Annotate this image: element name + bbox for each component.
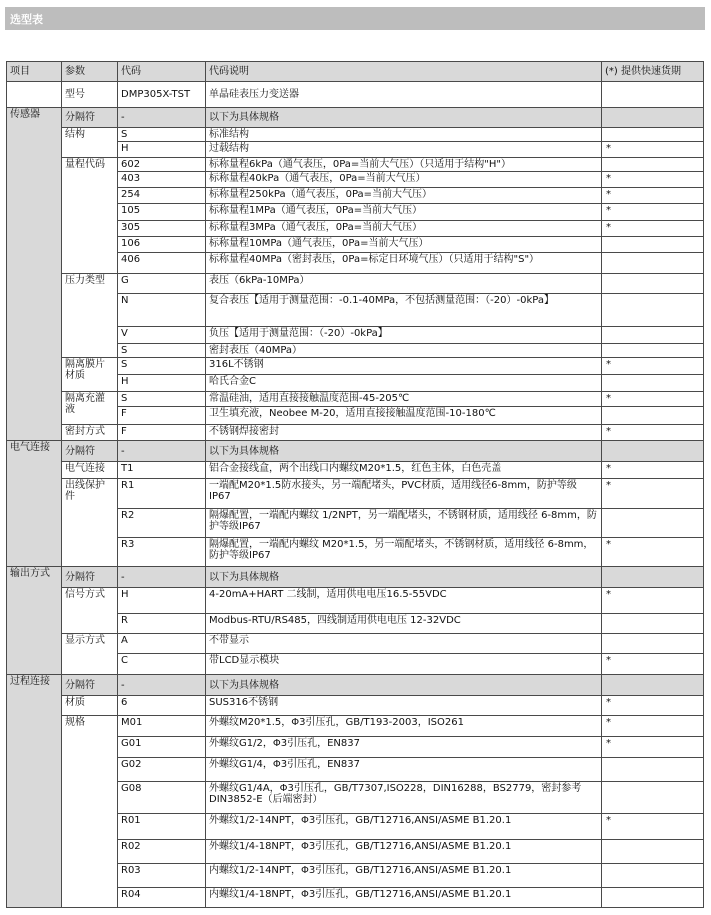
param-cell: 规格 [62,716,118,908]
section-item-label: 过程连接 [7,675,62,908]
code-cell: 106 [118,237,206,253]
code-cell: R01 [118,814,206,840]
desc-cell: 隔爆配置，一端配内螺纹 1/2NPT，另一端配堵头，不锈钢材质，适用线径 6-8mm，防护等级IP67 [206,509,602,538]
desc-cell: 表压（6kPa-10MPa） [206,274,602,294]
fast-delivery-mark [602,888,704,908]
header-item: 项目 [7,62,62,82]
desc-cell: 4-20mA+HART 二线制，适用供电电压16.5-55VDC [206,588,602,614]
code-cell: H [118,142,206,158]
desc-cell: 带LCD显示模块 [206,654,602,675]
fast-delivery-mark: * [602,142,704,158]
desc-cell: 标称量程40kPa（通气表压，0Pa=当前大气压） [206,172,602,188]
code-cell: S [118,344,206,358]
code-cell: S [118,358,206,375]
param-cell: 隔离充灌液 [62,392,118,425]
code-cell: N [118,294,206,327]
desc-cell: 常温硅油，适用直接接触温度范围-45-205℃ [206,392,602,407]
fast-delivery-mark: * [602,696,704,716]
table-row [7,696,704,716]
code-cell: R03 [118,864,206,888]
code-cell: 254 [118,188,206,204]
fast-delivery-mark [602,509,704,538]
desc-cell: 卫生填充液，Neobee M-20，适用直接接触温度范围-10-180℃ [206,407,602,425]
divider-param: 分隔符 [62,675,118,696]
code-cell: T1 [118,462,206,479]
table-row [7,392,704,407]
table-row [7,425,704,441]
code-cell: M01 [118,716,206,737]
desc-cell: 标称量程6kPa（通气表压，0Pa=当前大气压）（只适用于结构"H"） [206,158,602,172]
fast-delivery-mark: * [602,392,704,407]
code-cell: R2 [118,509,206,538]
divider-code: - [118,441,206,462]
header-param: 参数 [62,62,118,82]
desc-cell: 标称量程250kPa（通气表压，0Pa=当前大气压） [206,188,602,204]
fast-delivery-mark [602,253,704,274]
code-cell: A [118,634,206,654]
desc-cell: SUS316不锈钢 [206,696,602,716]
code-cell: G [118,274,206,294]
param-cell: 信号方式 [62,588,118,634]
code-cell: 105 [118,204,206,221]
divider-desc: 以下为具体规格 [206,441,602,462]
desc-cell: 复合表压【适用于测量范围：-0.1-40MPa，不包括测量范围：（-20）-0kPa】 [206,294,602,327]
code-cell: C [118,654,206,675]
divider-desc: 以下为具体规格 [206,567,602,588]
desc-cell: 哈氏合金C [206,375,602,392]
fast-delivery-mark [602,158,704,172]
desc-cell: 单晶硅表压力变送器 [206,82,602,108]
fast-delivery-mark: * [602,588,704,614]
divider-row [7,675,704,696]
code-cell: DMP305X-TST [118,82,206,108]
table-header-row [7,62,704,82]
fast-delivery-mark: * [602,204,704,221]
desc-cell: 标称量程40MPa（密封表压，0Pa=标定日环境气压）（只适用于结构"S"） [206,253,602,274]
divider-desc: 以下为具体规格 [206,675,602,696]
code-cell: 305 [118,221,206,237]
divider-code: - [118,675,206,696]
fast-delivery-mark [602,840,704,864]
fast-delivery-mark [602,82,704,108]
table-body [7,62,704,908]
title-bar [5,7,705,30]
table-row [7,716,704,737]
code-cell: R3 [118,538,206,567]
divider-code: - [118,108,206,128]
desc-cell: 内螺纹1/4-18NPT，Φ3引压孔，GB/T12716,ANSI/ASME B1.20.1 [206,888,602,908]
code-cell: F [118,425,206,441]
section-item-label: 电气连接 [7,441,62,567]
desc-cell: 外螺纹G1/4A，Φ3引压孔，GB/T7307,ISO228，DIN16288，BS2779，密封参考DIN3852-E（后端密封） [206,782,602,814]
param-cell: 出线保护件 [62,479,118,567]
divider-blank [602,108,704,128]
desc-cell: 内螺纹1/2-14NPT，Φ3引压孔，GB/T12716,ANSI/ASME B1.20.1 [206,864,602,888]
table-row [7,128,704,142]
divider-blank [602,675,704,696]
divider-row [7,108,704,128]
header-desc: 代码说明 [206,62,602,82]
param-cell: 结构 [62,128,118,158]
divider-param: 分隔符 [62,441,118,462]
divider-row [7,441,704,462]
fast-delivery-mark: * [602,462,704,479]
fast-delivery-mark [602,344,704,358]
code-cell: 6 [118,696,206,716]
code-cell: G02 [118,758,206,782]
fast-delivery-mark: * [602,654,704,675]
table-row [7,158,704,172]
fast-delivery-mark [602,614,704,634]
param-cell: 材质 [62,696,118,716]
desc-cell: 外螺纹1/2-14NPT，Φ3引压孔，GB/T12716,ANSI/ASME B1.20.1 [206,814,602,840]
fast-delivery-mark [602,375,704,392]
code-cell: 602 [118,158,206,172]
divider-param: 分隔符 [62,108,118,128]
divider-code: - [118,567,206,588]
fast-delivery-mark: * [602,358,704,375]
code-cell: F [118,407,206,425]
fast-delivery-mark [602,864,704,888]
fast-delivery-mark [602,634,704,654]
page-title: 选型表 [10,13,43,26]
desc-cell: 外螺纹1/4-18NPT，Φ3引压孔，GB/T12716,ANSI/ASME B1.20.1 [206,840,602,864]
desc-cell: 外螺纹G1/2，Φ3引压孔，EN837 [206,737,602,758]
fast-delivery-mark [602,782,704,814]
table-row [7,358,704,375]
code-cell: S [118,392,206,407]
code-cell: V [118,327,206,344]
desc-cell: Modbus-RTU/RS485，四线制适用供电电压 12-32VDC [206,614,602,634]
code-cell: R1 [118,479,206,509]
header-code: 代码 [118,62,206,82]
fast-delivery-mark: * [602,221,704,237]
desc-cell: 标准结构 [206,128,602,142]
code-cell: 406 [118,253,206,274]
desc-cell: 不锈钢焊接密封 [206,425,602,441]
desc-cell: 密封表压（40MPa） [206,344,602,358]
divider-desc: 以下为具体规格 [206,108,602,128]
table-row [7,634,704,654]
fast-delivery-mark: * [602,425,704,441]
fast-delivery-mark: * [602,737,704,758]
fast-delivery-mark [602,274,704,294]
desc-cell: 隔爆配置，一端配内螺纹 M20*1.5，另一端配堵头，不锈钢材质，适用线径 6-8mm，防护等级IP67 [206,538,602,567]
code-cell: G01 [118,737,206,758]
fast-delivery-mark: * [602,814,704,840]
fast-delivery-mark [602,237,704,253]
divider-blank [602,441,704,462]
param-cell: 压力类型 [62,274,118,358]
table-row [7,479,704,509]
fast-delivery-mark: * [602,538,704,567]
divider-param: 分隔符 [62,567,118,588]
table-row [7,82,704,108]
desc-cell: 不带显示 [206,634,602,654]
desc-cell: 一端配M20*1.5防水接头，另一端配堵头，PVC材质，适用线径6-8mm，防护等级IP67 [206,479,602,509]
desc-cell: 316L不锈钢 [206,358,602,375]
header-fast-delivery: (*) 提供快速货期 [602,62,704,82]
fast-delivery-mark: * [602,716,704,737]
fast-delivery-mark [602,758,704,782]
table-row [7,588,704,614]
param-cell: 量程代码 [62,158,118,274]
desc-cell: 负压【适用于测量范围：（-20）-0kPa】 [206,327,602,344]
divider-blank [602,567,704,588]
desc-cell: 过载结构 [206,142,602,158]
desc-cell: 外螺纹G1/4，Φ3引压孔，EN837 [206,758,602,782]
fast-delivery-mark: * [602,172,704,188]
desc-cell: 标称量程10MPa（通气表压，0Pa=当前大气压） [206,237,602,253]
fast-delivery-mark: * [602,188,704,204]
code-cell: R04 [118,888,206,908]
table-row [7,462,704,479]
code-cell: H [118,375,206,392]
fast-delivery-mark [602,128,704,142]
code-cell: R02 [118,840,206,864]
code-cell: S [118,128,206,142]
desc-cell: 外螺纹M20*1.5，Φ3引压孔，GB/T193-2003，ISO261 [206,716,602,737]
param-cell: 电气连接 [62,462,118,479]
param-cell: 隔离膜片材质 [62,358,118,392]
divider-row [7,567,704,588]
section-item-label [7,82,62,108]
fast-delivery-mark [602,327,704,344]
param-cell: 显示方式 [62,634,118,675]
desc-cell: 标称量程1MPa（通气表压，0Pa=当前大气压） [206,204,602,221]
fast-delivery-mark: * [602,479,704,509]
section-item-label: 传感器 [7,108,62,441]
fast-delivery-mark [602,294,704,327]
fast-delivery-mark [602,407,704,425]
code-cell: R [118,614,206,634]
code-cell: 403 [118,172,206,188]
param-cell: 型号 [62,82,118,108]
selection-table [6,61,704,908]
desc-cell: 标称量程3MPa（通气表压，0Pa=当前大气压） [206,221,602,237]
code-cell: G08 [118,782,206,814]
section-item-label: 输出方式 [7,567,62,675]
param-cell: 密封方式 [62,425,118,441]
code-cell: H [118,588,206,614]
desc-cell: 铝合金接线盒，两个出线口内螺纹M20*1.5，红色主体，白色壳盖 [206,462,602,479]
table-row [7,274,704,294]
